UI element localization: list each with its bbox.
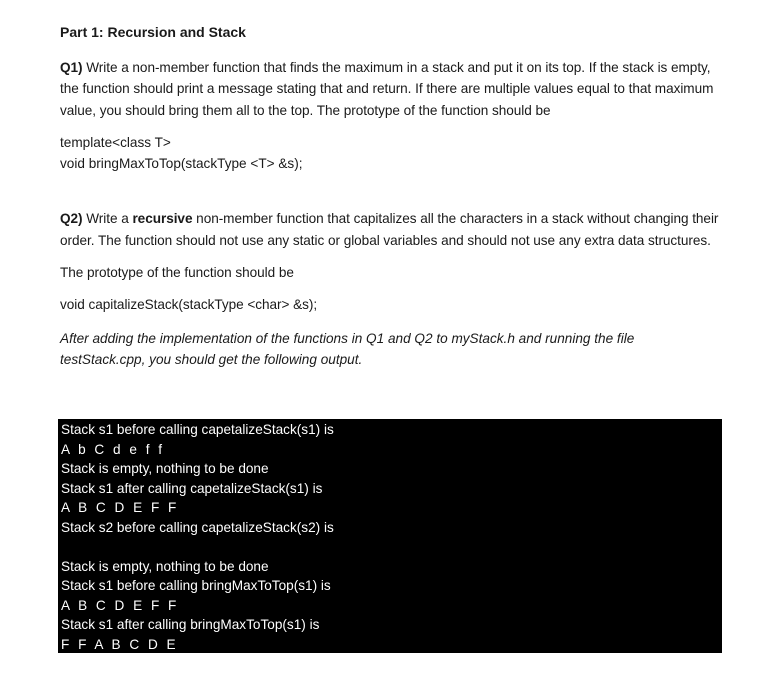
console-line: Stack is empty, nothing to be done <box>61 558 269 574</box>
q2-text-before: Write a <box>82 211 133 227</box>
q1-label: Q1) <box>60 60 83 75</box>
q2-text-after: non-member function that capitalizes all the characters in a stack without changing their order. The function should not use any static or global variables and should not use any extra data structures. <box>60 211 719 248</box>
part-title: Part 1: Recursion and Stack <box>60 24 246 40</box>
q2-instruction: After adding the implementation of the functions in Q1 and Q2 to myStack.h and running the file testStack.cpp, you should get the following output. <box>60 330 635 368</box>
console-line: Stack s1 after calling capetalizeStack(s1) is <box>61 480 323 496</box>
q1-code-line-2: void bringMaxToTop(stackType <T> &s); <box>60 156 303 172</box>
console-line: Stack s1 after calling bringMaxToTop(s1) is <box>61 617 320 632</box>
console-line <box>61 537 722 557</box>
q2-prototype-intro: The prototype of the function should be <box>60 265 294 281</box>
console-line: Stack s1 before calling capetalizeStack(s1) is <box>61 422 334 437</box>
console-line: Stack s2 before calling capetalizeStack(s2) is <box>61 519 334 535</box>
console-line: A b C d e f f <box>61 441 165 457</box>
q2-label: Q2) <box>60 211 83 227</box>
console-line: Stack is empty, nothing to be done <box>61 461 269 476</box>
q2-text-bold: recursive <box>132 211 193 227</box>
console-line: A B C D E F F <box>61 597 179 613</box>
q2-paragraph <box>60 208 722 251</box>
console-line: A B C D E F F <box>61 500 179 515</box>
q1-paragraph <box>60 57 722 121</box>
console-output <box>58 419 722 653</box>
q1-code-line-1: template<class T> <box>60 135 171 151</box>
q2-code-line: void capitalizeStack(stackType <char> &s); <box>60 297 318 313</box>
console-line: Stack s1 before calling bringMaxToTop(s1) is <box>61 578 331 593</box>
q1-text: Write a non-member function that finds the maximum in a stack and put it on its top. If the stack is empty, the function should print a message stating that and return. If there are multiple values equal to that maximum value, you should bring them all to the top. The prototype of the function should be <box>60 60 714 118</box>
document-page <box>60 22 722 371</box>
console-line: F F A B C D E <box>61 636 179 652</box>
